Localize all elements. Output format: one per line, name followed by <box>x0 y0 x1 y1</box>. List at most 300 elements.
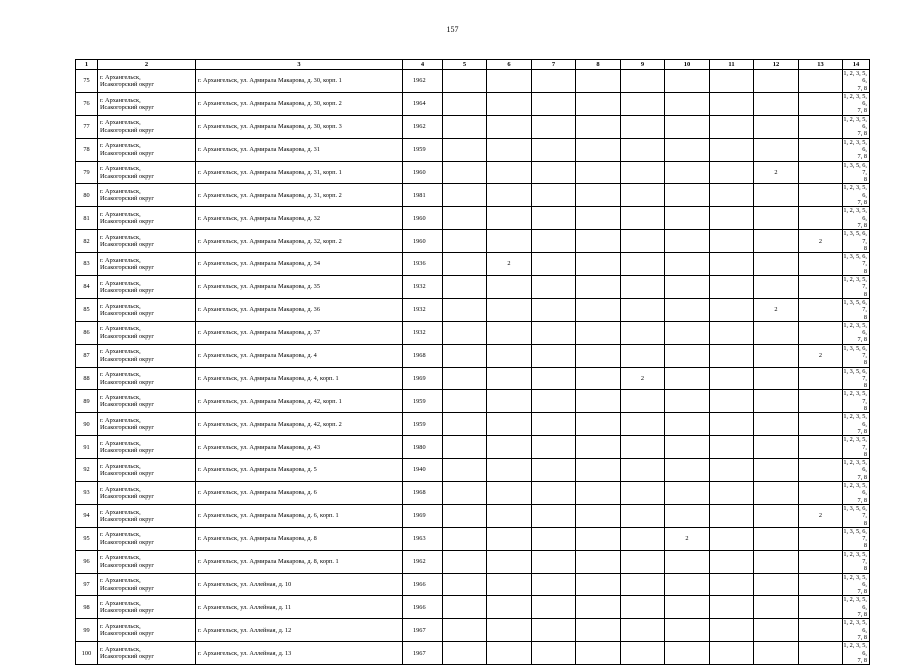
col5-cell <box>443 596 487 619</box>
row-number: 87 <box>76 344 98 367</box>
col7-cell <box>532 70 576 93</box>
codes-cell: 1, 3, 5, 6, 7, 8 <box>843 367 870 390</box>
col6-cell: 2 <box>487 253 532 276</box>
col13-cell: 2 <box>799 230 843 253</box>
col9-cell <box>621 413 665 436</box>
codes-cell: 1, 3, 5, 6, 7, 8 <box>843 230 870 253</box>
col11-cell <box>710 92 754 115</box>
col9-cell <box>621 184 665 207</box>
col13-cell <box>799 184 843 207</box>
district-cell: г. Архангельск, Исакогорский округ <box>98 92 196 115</box>
address-cell: г. Архангельск, ул. Аллейная, д. 10 <box>196 573 403 596</box>
col5-cell <box>443 367 487 390</box>
col13-cell <box>799 459 843 482</box>
col7-cell <box>532 115 576 138</box>
col11-cell <box>710 436 754 459</box>
col11-cell <box>710 390 754 413</box>
col10-cell <box>665 413 710 436</box>
column-header-8: 8 <box>576 60 621 70</box>
codes-cell: 1, 2, 3, 5, 6, 7, 8 <box>843 482 870 505</box>
col10-cell <box>665 161 710 184</box>
col10-cell <box>665 138 710 161</box>
col7-cell <box>532 230 576 253</box>
table-row <box>76 504 870 527</box>
col10-cell <box>665 367 710 390</box>
col5-cell <box>443 276 487 299</box>
row-number: 78 <box>76 138 98 161</box>
col5-cell <box>443 138 487 161</box>
address-cell: г. Архангельск, ул. Адмирала Макарова, д. 31 <box>196 138 403 161</box>
col10-cell <box>665 504 710 527</box>
row-number: 96 <box>76 550 98 573</box>
district-cell: г. Архангельск, Исакогорский округ <box>98 298 196 321</box>
table-row <box>76 436 870 459</box>
address-cell: г. Архангельск, ул. Аллейная, д. 13 <box>196 642 403 665</box>
col5-cell <box>443 550 487 573</box>
year-cell: 1959 <box>403 390 443 413</box>
codes-cell: 1, 2, 3, 5, 7, 8 <box>843 390 870 413</box>
col11-cell <box>710 70 754 93</box>
row-number: 77 <box>76 115 98 138</box>
col7-cell <box>532 459 576 482</box>
district-cell: г. Архангельск, Исакогорский округ <box>98 344 196 367</box>
address-cell: г. Архангельск, ул. Адмирала Макарова, д. 32, корп. 2 <box>196 230 403 253</box>
codes-cell: 1, 2, 3, 5, 6, 7, 8 <box>843 642 870 665</box>
table-row <box>76 298 870 321</box>
codes-cell: 1, 2, 3, 5, 7, 8 <box>843 276 870 299</box>
table-row <box>76 344 870 367</box>
col12-cell <box>754 367 799 390</box>
col10-cell <box>665 619 710 642</box>
col11-cell <box>710 276 754 299</box>
col6-cell <box>487 276 532 299</box>
table-row <box>76 459 870 482</box>
row-number: 83 <box>76 253 98 276</box>
codes-cell: 1, 3, 5, 6, 7, 8 <box>843 298 870 321</box>
col12-cell <box>754 138 799 161</box>
col8-cell <box>576 459 621 482</box>
row-number: 95 <box>76 527 98 550</box>
col11-cell <box>710 504 754 527</box>
col10-cell <box>665 436 710 459</box>
address-cell: г. Архангельск, ул. Адмирала Макарова, д. 30, корп. 2 <box>196 92 403 115</box>
address-cell: г. Архангельск, ул. Адмирала Макарова, д. 31, корп. 1 <box>196 161 403 184</box>
col6-cell <box>487 92 532 115</box>
col6-cell <box>487 642 532 665</box>
col13-cell <box>799 138 843 161</box>
col10-cell <box>665 573 710 596</box>
col13-cell <box>799 92 843 115</box>
col13-cell <box>799 573 843 596</box>
col7-cell <box>532 184 576 207</box>
col5-cell <box>443 642 487 665</box>
col7-cell <box>532 344 576 367</box>
col12-cell <box>754 596 799 619</box>
address-cell: г. Архангельск, ул. Адмирала Макарова, д. 6, корп. 1 <box>196 504 403 527</box>
table-body <box>76 70 870 665</box>
col11-cell <box>710 184 754 207</box>
col6-cell <box>487 321 532 344</box>
row-number: 88 <box>76 367 98 390</box>
district-cell: г. Архангельск, Исакогорский округ <box>98 253 196 276</box>
col11-cell <box>710 413 754 436</box>
col8-cell <box>576 482 621 505</box>
col9-cell <box>621 504 665 527</box>
col13-cell <box>799 436 843 459</box>
address-cell: г. Архангельск, ул. Аллейная, д. 11 <box>196 596 403 619</box>
col9-cell: 2 <box>621 367 665 390</box>
address-cell: г. Архангельск, ул. Адмирала Макарова, д. 30, корп. 1 <box>196 70 403 93</box>
col11-cell <box>710 459 754 482</box>
codes-cell: 1, 2, 3, 5, 6, 7, 8 <box>843 70 870 93</box>
col11-cell <box>710 596 754 619</box>
district-cell: г. Архангельск, Исакогорский округ <box>98 161 196 184</box>
col13-cell <box>799 253 843 276</box>
col6-cell <box>487 138 532 161</box>
page-number: 157 <box>446 25 459 34</box>
col6-cell <box>487 619 532 642</box>
table-row <box>76 573 870 596</box>
col12-cell <box>754 482 799 505</box>
codes-cell: 1, 2, 3, 5, 6, 7, 8 <box>843 321 870 344</box>
col6-cell <box>487 482 532 505</box>
district-cell: г. Архангельск, Исакогорский округ <box>98 527 196 550</box>
col12-cell <box>754 550 799 573</box>
col5-cell <box>443 115 487 138</box>
col10-cell <box>665 184 710 207</box>
row-number: 93 <box>76 482 98 505</box>
col6-cell <box>487 70 532 93</box>
year-cell: 1967 <box>403 619 443 642</box>
col7-cell <box>532 253 576 276</box>
col8-cell <box>576 413 621 436</box>
col6-cell <box>487 596 532 619</box>
col11-cell <box>710 482 754 505</box>
year-cell: 1960 <box>403 161 443 184</box>
address-cell: г. Архангельск, ул. Адмирала Макарова, д. 32 <box>196 207 403 230</box>
col5-cell <box>443 253 487 276</box>
col5-cell <box>443 527 487 550</box>
col12-cell <box>754 436 799 459</box>
codes-cell: 1, 2, 3, 5, 7, 8 <box>843 550 870 573</box>
col8-cell <box>576 230 621 253</box>
col12-cell <box>754 619 799 642</box>
address-cell: г. Архангельск, ул. Адмирала Макарова, д. 4, корп. 1 <box>196 367 403 390</box>
codes-cell: 1, 2, 3, 5, 6, 7, 8 <box>843 115 870 138</box>
address-cell: г. Архангельск, ул. Адмирала Макарова, д. 42, корп. 1 <box>196 390 403 413</box>
col9-cell <box>621 276 665 299</box>
row-number: 85 <box>76 298 98 321</box>
col11-cell <box>710 321 754 344</box>
district-cell: г. Архангельск, Исакогорский округ <box>98 504 196 527</box>
row-number: 94 <box>76 504 98 527</box>
codes-cell: 1, 3, 5, 6, 7, 8 <box>843 527 870 550</box>
row-number: 90 <box>76 413 98 436</box>
col13-cell: 2 <box>799 344 843 367</box>
col11-cell <box>710 619 754 642</box>
col10-cell <box>665 253 710 276</box>
col9-cell <box>621 92 665 115</box>
year-cell: 1963 <box>403 527 443 550</box>
address-cell: г. Архангельск, ул. Аллейная, д. 12 <box>196 619 403 642</box>
col10-cell <box>665 459 710 482</box>
col10-cell <box>665 92 710 115</box>
district-cell: г. Архангельск, Исакогорский округ <box>98 619 196 642</box>
year-cell: 1932 <box>403 298 443 321</box>
address-cell: г. Архангельск, ул. Адмирала Макарова, д. 8, корп. 1 <box>196 550 403 573</box>
col7-cell <box>532 321 576 344</box>
col8-cell <box>576 390 621 413</box>
col8-cell <box>576 298 621 321</box>
address-cell: г. Архангельск, ул. Адмирала Макарова, д. 37 <box>196 321 403 344</box>
col10-cell <box>665 230 710 253</box>
col9-cell <box>621 70 665 93</box>
col13-cell <box>799 70 843 93</box>
col6-cell <box>487 184 532 207</box>
col11-cell <box>710 230 754 253</box>
col13-cell <box>799 527 843 550</box>
column-header-7: 7 <box>532 60 576 70</box>
col9-cell <box>621 207 665 230</box>
col8-cell <box>576 367 621 390</box>
col6-cell <box>487 230 532 253</box>
year-cell: 1962 <box>403 70 443 93</box>
col12-cell <box>754 413 799 436</box>
col9-cell <box>621 550 665 573</box>
row-number: 80 <box>76 184 98 207</box>
address-cell: г. Архангельск, ул. Адмирала Макарова, д. 34 <box>196 253 403 276</box>
col8-cell <box>576 344 621 367</box>
col9-cell <box>621 253 665 276</box>
table-row <box>76 253 870 276</box>
district-cell: г. Архангельск, Исакогорский округ <box>98 70 196 93</box>
address-cell: г. Архангельск, ул. Адмирала Макарова, д. 42, корп. 2 <box>196 413 403 436</box>
codes-cell: 1, 2, 3, 5, 6, 7, 8 <box>843 459 870 482</box>
table-row <box>76 550 870 573</box>
col5-cell <box>443 321 487 344</box>
year-cell: 1962 <box>403 115 443 138</box>
col9-cell <box>621 527 665 550</box>
table-row <box>76 390 870 413</box>
col6-cell <box>487 161 532 184</box>
address-cell: г. Архангельск, ул. Адмирала Макарова, д. 36 <box>196 298 403 321</box>
codes-cell: 1, 2, 3, 5, 6, 7, 8 <box>843 619 870 642</box>
district-cell: г. Архангельск, Исакогорский округ <box>98 115 196 138</box>
col11-cell <box>710 573 754 596</box>
col12-cell <box>754 184 799 207</box>
col8-cell <box>576 115 621 138</box>
col12-cell <box>754 390 799 413</box>
column-header-10: 10 <box>665 60 710 70</box>
col5-cell <box>443 619 487 642</box>
col5-cell <box>443 344 487 367</box>
col6-cell <box>487 550 532 573</box>
col7-cell <box>532 619 576 642</box>
col5-cell <box>443 70 487 93</box>
col5-cell <box>443 92 487 115</box>
table-row <box>76 321 870 344</box>
year-cell: 1969 <box>403 504 443 527</box>
col5-cell <box>443 161 487 184</box>
table-row <box>76 184 870 207</box>
codes-cell: 1, 2, 3, 5, 6, 7, 8 <box>843 413 870 436</box>
col7-cell <box>532 207 576 230</box>
col12-cell <box>754 527 799 550</box>
column-header-11: 11 <box>710 60 754 70</box>
col9-cell <box>621 161 665 184</box>
row-number: 84 <box>76 276 98 299</box>
row-number: 79 <box>76 161 98 184</box>
col11-cell <box>710 253 754 276</box>
table-row <box>76 115 870 138</box>
table-row <box>76 70 870 93</box>
col9-cell <box>621 321 665 344</box>
column-header-3: 3 <box>196 60 403 70</box>
row-number: 82 <box>76 230 98 253</box>
col9-cell <box>621 138 665 161</box>
row-number: 100 <box>76 642 98 665</box>
year-cell: 1962 <box>403 550 443 573</box>
year-cell: 1960 <box>403 230 443 253</box>
col5-cell <box>443 459 487 482</box>
col6-cell <box>487 390 532 413</box>
year-cell: 1968 <box>403 344 443 367</box>
col10-cell <box>665 642 710 665</box>
col9-cell <box>621 573 665 596</box>
col10-cell <box>665 70 710 93</box>
col7-cell <box>532 527 576 550</box>
codes-cell: 1, 3, 5, 6, 7, 8 <box>843 253 870 276</box>
table-row <box>76 276 870 299</box>
table-row <box>76 230 870 253</box>
district-cell: г. Архангельск, Исакогорский округ <box>98 482 196 505</box>
col8-cell <box>576 207 621 230</box>
codes-cell: 1, 2, 3, 5, 6, 7, 8 <box>843 596 870 619</box>
header-row <box>76 60 870 70</box>
col9-cell <box>621 344 665 367</box>
column-header-5: 5 <box>443 60 487 70</box>
table-row <box>76 138 870 161</box>
district-cell: г. Архангельск, Исакогорский округ <box>98 413 196 436</box>
year-cell: 1959 <box>403 413 443 436</box>
col6-cell <box>487 436 532 459</box>
col12-cell: 2 <box>754 161 799 184</box>
col12-cell <box>754 70 799 93</box>
col5-cell <box>443 298 487 321</box>
col11-cell <box>710 207 754 230</box>
col8-cell <box>576 253 621 276</box>
col6-cell <box>487 413 532 436</box>
col8-cell <box>576 436 621 459</box>
col5-cell <box>443 504 487 527</box>
district-cell: г. Архангельск, Исакогорский округ <box>98 230 196 253</box>
col7-cell <box>532 504 576 527</box>
row-number: 89 <box>76 390 98 413</box>
address-cell: г. Архангельск, ул. Адмирала Макарова, д. 8 <box>196 527 403 550</box>
col7-cell <box>532 482 576 505</box>
col13-cell: 2 <box>799 504 843 527</box>
col13-cell <box>799 367 843 390</box>
col10-cell <box>665 550 710 573</box>
col11-cell <box>710 298 754 321</box>
col12-cell <box>754 504 799 527</box>
address-cell: г. Архангельск, ул. Адмирала Макарова, д. 35 <box>196 276 403 299</box>
col8-cell <box>576 619 621 642</box>
district-cell: г. Архангельск, Исакогорский округ <box>98 207 196 230</box>
codes-cell: 1, 2, 3, 5, 6, 7, 8 <box>843 92 870 115</box>
col8-cell <box>576 184 621 207</box>
col7-cell <box>532 596 576 619</box>
col11-cell <box>710 138 754 161</box>
col8-cell <box>576 276 621 299</box>
col9-cell <box>621 436 665 459</box>
col10-cell <box>665 390 710 413</box>
col9-cell <box>621 596 665 619</box>
col10-cell <box>665 207 710 230</box>
col10-cell <box>665 482 710 505</box>
col6-cell <box>487 504 532 527</box>
col8-cell <box>576 504 621 527</box>
col8-cell <box>576 138 621 161</box>
col9-cell <box>621 298 665 321</box>
col6-cell <box>487 573 532 596</box>
codes-cell: 1, 3, 5, 6, 7, 8 <box>843 161 870 184</box>
district-cell: г. Архангельск, Исакогорский округ <box>98 459 196 482</box>
table-row <box>76 92 870 115</box>
codes-cell: 1, 3, 5, 6, 7, 8 <box>843 504 870 527</box>
address-cell: г. Архангельск, ул. Адмирала Макарова, д. 30, корп. 3 <box>196 115 403 138</box>
codes-cell: 1, 2, 3, 5, 6, 7, 8 <box>843 207 870 230</box>
col6-cell <box>487 298 532 321</box>
col12-cell <box>754 459 799 482</box>
col7-cell <box>532 138 576 161</box>
address-cell: г. Архангельск, ул. Адмирала Макарова, д. 31, корп. 2 <box>196 184 403 207</box>
year-cell: 1969 <box>403 367 443 390</box>
col5-cell <box>443 207 487 230</box>
col6-cell <box>487 459 532 482</box>
col13-cell <box>799 550 843 573</box>
column-header-2: 2 <box>98 60 196 70</box>
year-cell: 1980 <box>403 436 443 459</box>
codes-cell: 1, 3, 5, 6, 7, 8 <box>843 344 870 367</box>
col12-cell <box>754 253 799 276</box>
col7-cell <box>532 161 576 184</box>
address-cell: г. Архангельск, ул. Адмирала Макарова, д. 43 <box>196 436 403 459</box>
table-row <box>76 619 870 642</box>
col5-cell <box>443 573 487 596</box>
district-cell: г. Архангельск, Исакогорский округ <box>98 596 196 619</box>
district-cell: г. Архангельск, Исакогорский округ <box>98 138 196 161</box>
column-header-9: 9 <box>621 60 665 70</box>
row-number: 81 <box>76 207 98 230</box>
col7-cell <box>532 298 576 321</box>
col13-cell <box>799 413 843 436</box>
col5-cell <box>443 482 487 505</box>
col7-cell <box>532 367 576 390</box>
col7-cell <box>532 92 576 115</box>
col12-cell <box>754 642 799 665</box>
table-row <box>76 207 870 230</box>
column-header-6: 6 <box>487 60 532 70</box>
address-cell: г. Архангельск, ул. Адмирала Макарова, д. 5 <box>196 459 403 482</box>
col5-cell <box>443 436 487 459</box>
year-cell: 1964 <box>403 92 443 115</box>
col11-cell <box>710 344 754 367</box>
district-cell: г. Архангельск, Исакогорский округ <box>98 276 196 299</box>
codes-cell: 1, 2, 3, 5, 7, 8 <box>843 436 870 459</box>
col8-cell <box>576 70 621 93</box>
table-row <box>76 596 870 619</box>
